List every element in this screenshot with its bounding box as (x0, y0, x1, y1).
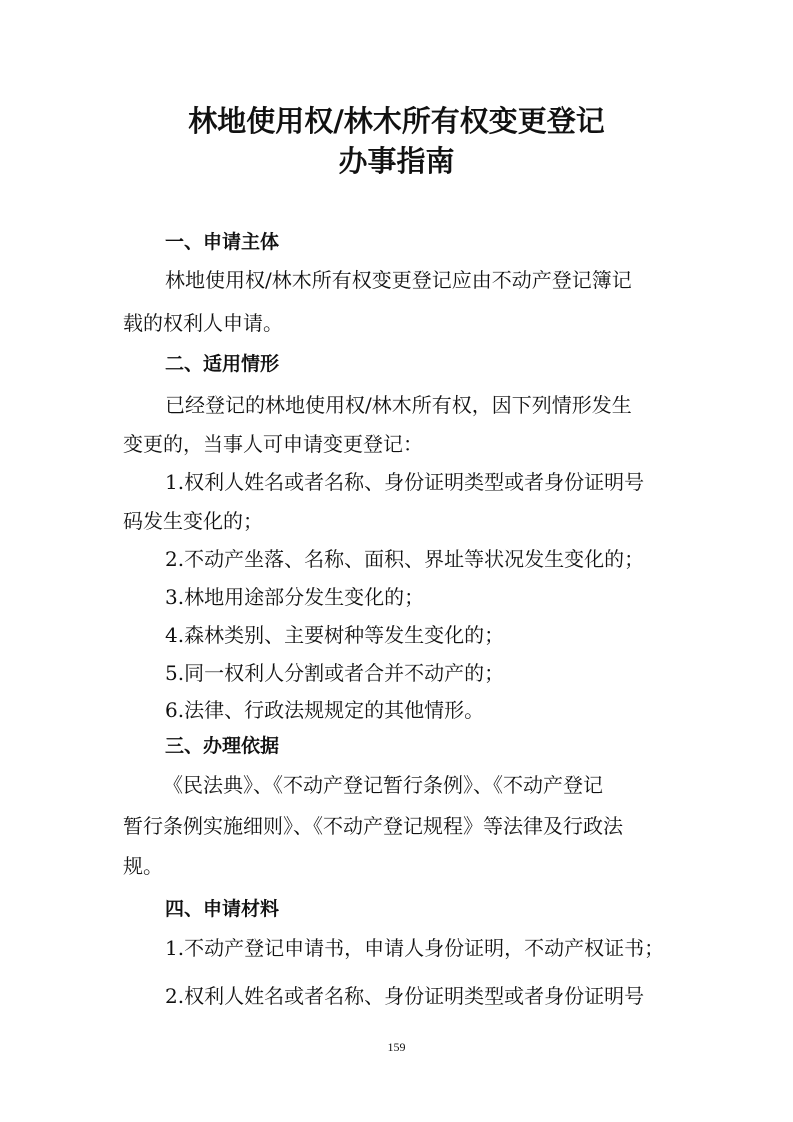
document-title-line-2: 办事指南 (338, 144, 455, 178)
section-heading-materials: 四、申请材料 (165, 898, 280, 920)
paragraph-line: 变更的，当事人可申请变更登记： (123, 432, 423, 456)
section-heading-legal-basis: 三、办理依据 (165, 735, 280, 757)
list-item: 5.同一权利人分割或者合并不动产的； (165, 661, 505, 685)
list-item: 6.法律、行政法规规定的其他情形。 (165, 698, 485, 722)
paragraph-line: 暂行条例实施细则》、《不动产登记规程》等法律及行政法 (123, 814, 623, 838)
document-title-line-1: 林地使用权/林木所有权变更登记 (188, 104, 605, 138)
list-item: 2.不动产坐落、名称、面积、界址等状况发生变化的； (165, 547, 645, 571)
paragraph-line: 规。 (123, 854, 163, 878)
list-item: 4.森林类别、主要树种等发生变化的； (165, 623, 505, 647)
page-number: 159 (387, 1040, 406, 1054)
list-item: 2.权利人姓名或者名称、身份证明类型或者身份证明号 (165, 984, 645, 1008)
section-heading-applicant: 一、申请主体 (165, 231, 280, 253)
paragraph-line: 林地使用权/林木所有权变更登记应由不动产登记簿记 (165, 268, 632, 292)
list-item: 3.林地用途部分发生变化的； (165, 585, 425, 609)
paragraph-line: 已经登记的林地使用权/林木所有权，因下列情形发生 (165, 393, 632, 417)
list-item: 1.不动产登记申请书，申请人身份证明，不动产权证书； (165, 936, 665, 960)
section-heading-applicable-cases: 二、适用情形 (165, 353, 280, 375)
paragraph-line: 载的权利人申请。 (123, 311, 283, 335)
paragraph-line: 《民法典》、《不动产登记暂行条例》、《不动产登记 (163, 773, 603, 797)
list-item-continuation: 码发生变化的； (123, 509, 263, 533)
list-item: 1.权利人姓名或者名称、身份证明类型或者身份证明号 (165, 470, 645, 494)
